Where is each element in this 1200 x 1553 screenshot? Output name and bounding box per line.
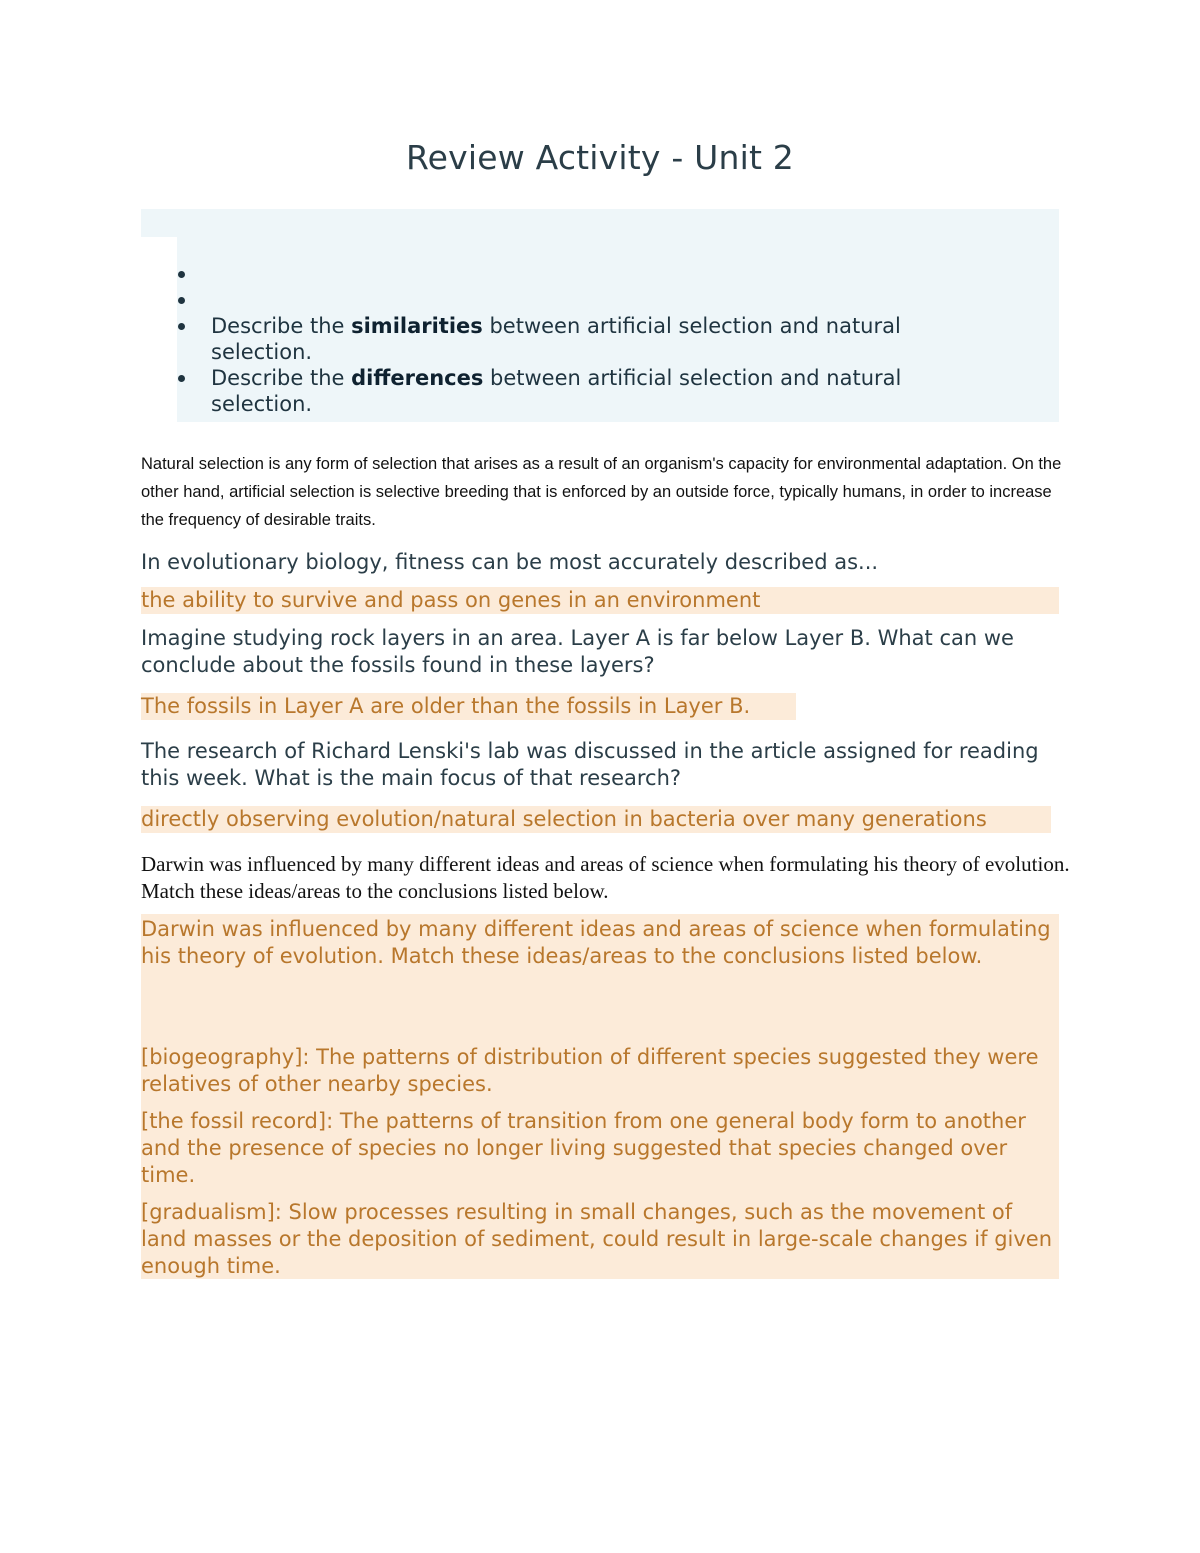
objectives-box: [141, 209, 1059, 422]
objective-text: Describe the: [211, 314, 352, 338]
objective-keyword: similarities: [351, 314, 483, 338]
page-title: Review Activity - Unit 2: [406, 138, 794, 177]
answer-lenski: directly observing evolution/natural selection in bacteria over many generations: [141, 806, 1051, 833]
objective-similarities: [211, 313, 991, 365]
answer-darwin-box: [141, 914, 1059, 1279]
list-item-empty: [211, 287, 991, 313]
answer-darwin-intro: Darwin was influenced by many different ideas and areas of science when formulating his theory of evolution. Match these ideas/areas to the conclusions listed below.: [141, 917, 1051, 968]
objective-text: between artificial selection and natural selection.: [211, 366, 902, 416]
question-rock-layers: Imagine studying rock layers in an area. Layer A is far below Layer B. What can we conclude about the fossils found in these layers?: [141, 626, 1014, 677]
objectives-box-notch: [141, 237, 177, 422]
question-lenski: The research of Richard Lenski's lab was discussed in the article assigned for reading this week. What is the main focus of that research?: [141, 739, 1039, 790]
match-fossil-record: [the fossil record]: The patterns of transition from one general body form to another and the presence of species no longer living suggested that species changed over time.: [141, 1109, 1026, 1187]
question-fitness: In evolutionary biology, fitness can be most accurately described as...: [141, 550, 879, 574]
match-biogeography: [biogeography]: The patterns of distribution of different species suggested they were relatives of other nearby species.: [141, 1045, 1039, 1096]
objective-differences: [211, 365, 991, 417]
answer-fitness: the ability to survive and pass on genes in an environment: [141, 587, 1059, 614]
objectives-list: [211, 261, 991, 417]
answer-rock-layers: The fossils in Layer A are older than the fossils in Layer B.: [141, 693, 796, 720]
list-item-empty: [211, 261, 991, 287]
selection-answer-paragraph: Natural selection is any form of selection that arises as a result of an organism's capacity for environmental adaptation. On the other hand, artificial selection is selective breeding that is enforced by an outside force, typically humans, in order to increase the frequency of desirable traits.: [141, 455, 1062, 529]
objective-text: Describe the: [211, 366, 352, 390]
objective-text: between artificial selection and natural selection.: [211, 314, 901, 364]
objective-keyword: differences: [351, 366, 484, 390]
match-gradualism: [gradualism]: Slow processes resulting in small changes, such as the movement of land masses or the deposition of sediment, could result in large-scale changes if given enough time.: [141, 1200, 1053, 1278]
question-darwin: Darwin was influenced by many different ideas and areas of science when formulating his theory of evolution. Match these ideas/areas to the conclusions listed below.: [141, 852, 1070, 903]
